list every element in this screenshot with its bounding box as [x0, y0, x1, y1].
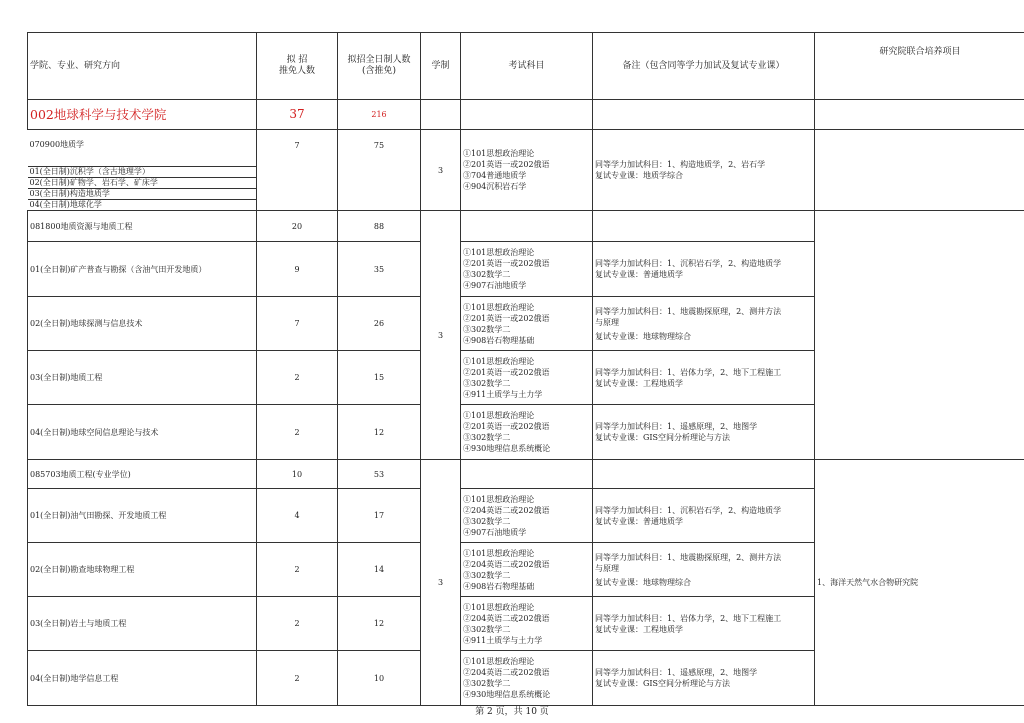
direction-notes: 同等学力加试科目：1、沉积岩石学，2、构造地质学 复试专业课：普通地质学	[593, 489, 815, 543]
direction-total: 15	[338, 351, 421, 405]
direction-recommend: 4	[257, 489, 338, 543]
direction-total: 35	[338, 242, 421, 297]
major3-name: 085703地质工程(专业学位)	[28, 460, 257, 489]
direction-exams: ①101思想政治理论 ②201英语一或202俄语 ③302数学二 ④907石油地质学	[461, 242, 593, 297]
direction-total: 10	[338, 651, 421, 706]
direction-name: 01(全日制)矿产普查与勘探（含油气田开发地质）	[28, 242, 257, 297]
direction-recommend: 2	[257, 597, 338, 651]
major3-years: 3	[421, 460, 461, 706]
direction-exams: ①101思想政治理论 ②201英语一或202俄语 ③302数学二 ④930地理信息系统概论	[461, 405, 593, 460]
direction-notes: 同等学力加试科目：1、岩体力学，2、地下工程施工 复试专业课：工程地质学	[593, 351, 815, 405]
direction-exams: ①101思想政治理论 ②204英语二或202俄语 ③302数学二 ④911土质学与土力学	[461, 597, 593, 651]
direction-notes: 同等学力加试科目：1、沉积岩石学，2、构造地质学 复试专业课：普通地质学	[593, 242, 815, 297]
major1-cell	[28, 130, 257, 211]
dept-total: 216	[338, 100, 421, 130]
direction-recommend: 7	[257, 297, 338, 351]
direction-total: 26	[338, 297, 421, 351]
direction-name: 02(全日制)勘查地球物理工程	[28, 543, 257, 597]
major1-notes: 同等学力加试科目：1、构造地质学，2、岩石学 复试专业课：地质学综合	[593, 130, 815, 211]
direction-recommend: 2	[257, 651, 338, 706]
direction-total: 14	[338, 543, 421, 597]
major1-name: 070900地质学	[28, 130, 257, 167]
major1-dir: 01(全日制)沉积学（含古地理学）	[28, 167, 257, 178]
major1-exams: ①101思想政治理论 ②201英语一或202俄语 ③704普通地质学 ④904沉积岩石学	[461, 130, 593, 211]
direction-total: 17	[338, 489, 421, 543]
direction-name: 04(全日制)地学信息工程	[28, 651, 257, 706]
header-joint: 研究院联合培养项目	[815, 33, 1024, 100]
major1-dir: 02(全日制)矿物学、岩石学、矿床学	[28, 178, 257, 189]
header-years: 学制	[421, 33, 461, 100]
direction-recommend: 2	[257, 543, 338, 597]
dept-row	[28, 100, 1024, 130]
direction-total: 12	[338, 405, 421, 460]
major2-recommend: 20	[257, 211, 338, 242]
direction-exams: ①101思想政治理论 ②201英语一或202俄语 ③302数学二 ④911土质学与土力学	[461, 351, 593, 405]
header-total: 拟招全日制人数 (含推免)	[338, 33, 421, 100]
direction-total: 12	[338, 597, 421, 651]
major1-years: 3	[421, 130, 461, 211]
direction-recommend: 2	[257, 351, 338, 405]
direction-notes: 同等学力加试科目：1、地震勘探原理，2、测井方法 与原理 复试专业课：地球物理综合	[593, 543, 815, 597]
direction-notes: 同等学力加试科目：1、遥感原理，2、地图学 复试专业课：GIS空间分析理论与方法	[593, 405, 815, 460]
direction-recommend: 9	[257, 242, 338, 297]
joint-project: 1、海洋天然气水合物研究院	[815, 460, 1024, 706]
direction-notes: 同等学力加试科目：1、岩体力学，2、地下工程施工 复试专业课：工程地质学	[593, 597, 815, 651]
direction-exams: ①101思想政治理论 ②201英语一或202俄语 ③302数学二 ④908岩石物理基础	[461, 297, 593, 351]
major1-total: 75	[338, 130, 421, 211]
direction-notes: 同等学力加试科目：1、地震勘探原理，2、测井方法 与原理 复试专业课：地球物理综合	[593, 297, 815, 351]
dept-recommend: 37	[257, 100, 338, 130]
direction-name: 04(全日制)地球空间信息理论与技术	[28, 405, 257, 460]
major2-total: 88	[338, 211, 421, 242]
major3-row	[28, 460, 1024, 489]
major1-dir: 03(全日制)构造地质学	[28, 189, 257, 200]
direction-exams: ①101思想政治理论 ②204英语二或202俄语 ③302数学二 ④907石油地质学	[461, 489, 593, 543]
direction-name: 01(全日制)油气田勘探、开发地质工程	[28, 489, 257, 543]
major3-recommend: 10	[257, 460, 338, 489]
direction-exams: ①101思想政治理论 ②204英语二或202俄语 ③302数学二 ④930地理信息系统概论	[461, 651, 593, 706]
dept-name: 002地球科学与技术学院	[28, 100, 257, 130]
major1-row	[28, 130, 1024, 211]
enrollment-table	[27, 32, 1024, 706]
direction-name: 03(全日制)岩土与地质工程	[28, 597, 257, 651]
header-notes: 备注（包含同等学力加试及复试专业课）	[593, 33, 815, 100]
direction-exams: ①101思想政治理论 ②204英语二或202俄语 ③302数学二 ④908岩石物理基础	[461, 543, 593, 597]
major1-recommend: 7	[257, 130, 338, 211]
major2-row	[28, 211, 1024, 242]
direction-name: 02(全日制)地球探测与信息技术	[28, 297, 257, 351]
direction-name: 03(全日制)地质工程	[28, 351, 257, 405]
major2-name: 081800地质资源与地质工程	[28, 211, 257, 242]
header-recommend: 拟 招 推免人数	[257, 33, 338, 100]
major3-total: 53	[338, 460, 421, 489]
direction-notes: 同等学力加试科目：1、遥感原理，2、地图学 复试专业课：GIS空间分析理论与方法	[593, 651, 815, 706]
direction-recommend: 2	[257, 405, 338, 460]
page-footer: 第 2 页，共 10 页	[475, 707, 549, 717]
header-row	[28, 33, 1024, 100]
major2-years: 3	[421, 211, 461, 460]
header-direction: 学院、专业、研究方向	[28, 33, 257, 100]
major1-dir: 04(全日制)地球化学	[29, 200, 102, 209]
header-exams: 考试科目	[461, 33, 593, 100]
